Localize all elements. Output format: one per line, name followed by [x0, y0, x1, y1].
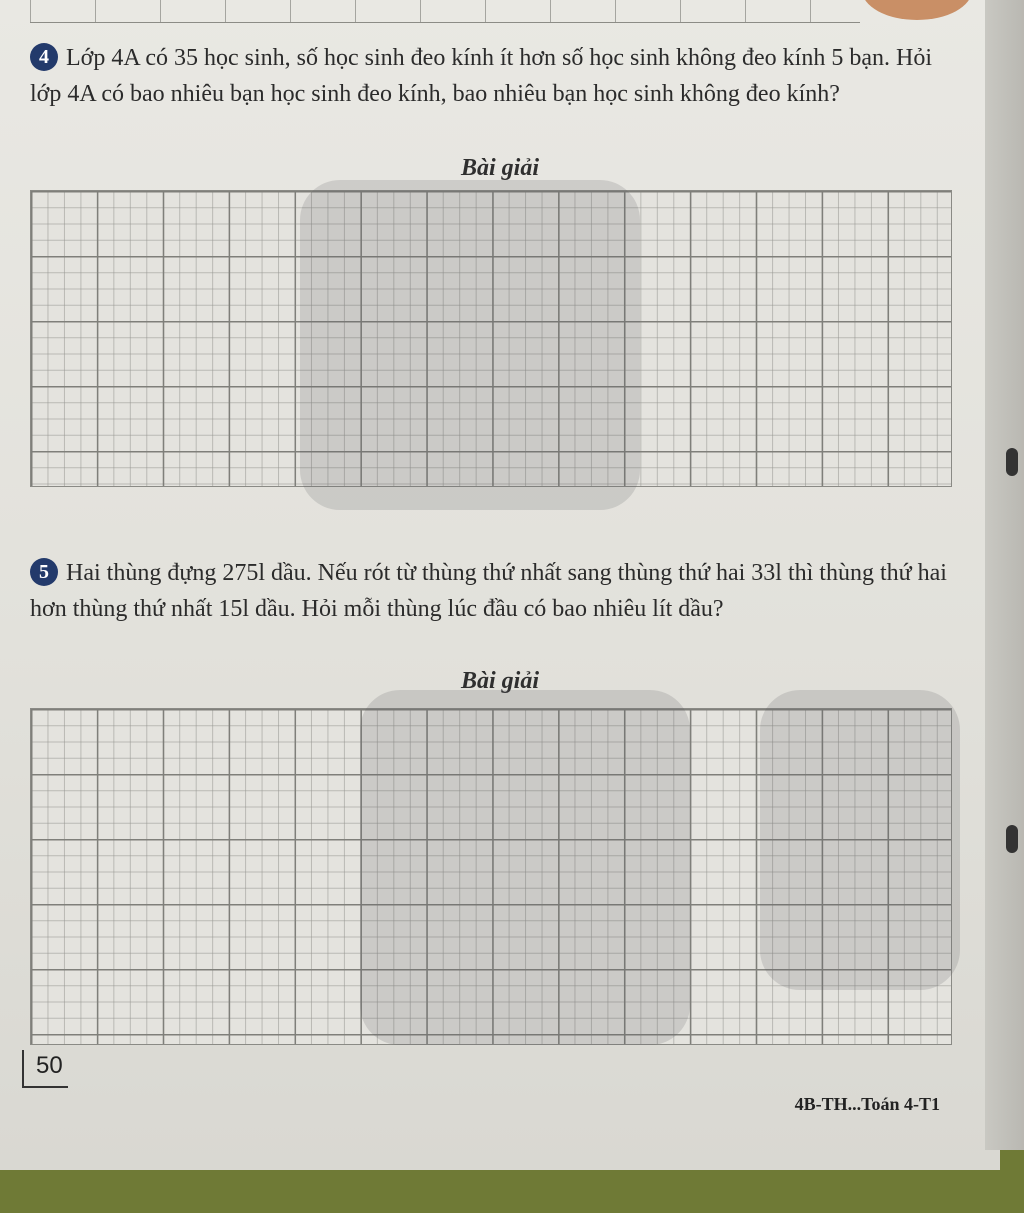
previous-answer-grid	[30, 0, 860, 23]
next-page-edge	[985, 0, 1024, 1150]
solution-heading: Bài giải	[460, 668, 539, 694]
problem-5-text: Hai thùng đựng 275l dầu. Nếu rót từ thùng thứ nhất sang thùng thứ hai 33l thì thùng thứ hai hơn thùng thứ nhất 15l dầu. Hỏi mỗi thùng lúc đầu có bao nhiêu lít dầu?	[30, 560, 947, 622]
problem-5	[30, 555, 960, 627]
thumb	[862, 0, 972, 20]
problem-number-badge: 4	[30, 43, 58, 71]
problem-4	[30, 40, 960, 112]
problem-number-badge: 5	[30, 558, 58, 586]
page-number: 50	[22, 1050, 68, 1088]
answer-grid-4[interactable]	[30, 190, 952, 487]
answer-grid-5[interactable]	[30, 708, 952, 1045]
solution-heading: Bài giải	[460, 155, 539, 181]
problem-4-text: Lớp 4A có 35 học sinh, số học sinh đeo kính ít hơn số học sinh không đeo kính 5 bạn. Hỏi lớp 4A có bao nhiêu bạn học sinh đeo kính, bao nhiêu bạn học sinh không đeo kính?	[30, 45, 932, 107]
page-edge-mark	[1006, 448, 1018, 476]
book-code: 4B-TH...Toán 4-T1	[794, 1094, 940, 1114]
page-edge-mark	[1006, 825, 1018, 853]
